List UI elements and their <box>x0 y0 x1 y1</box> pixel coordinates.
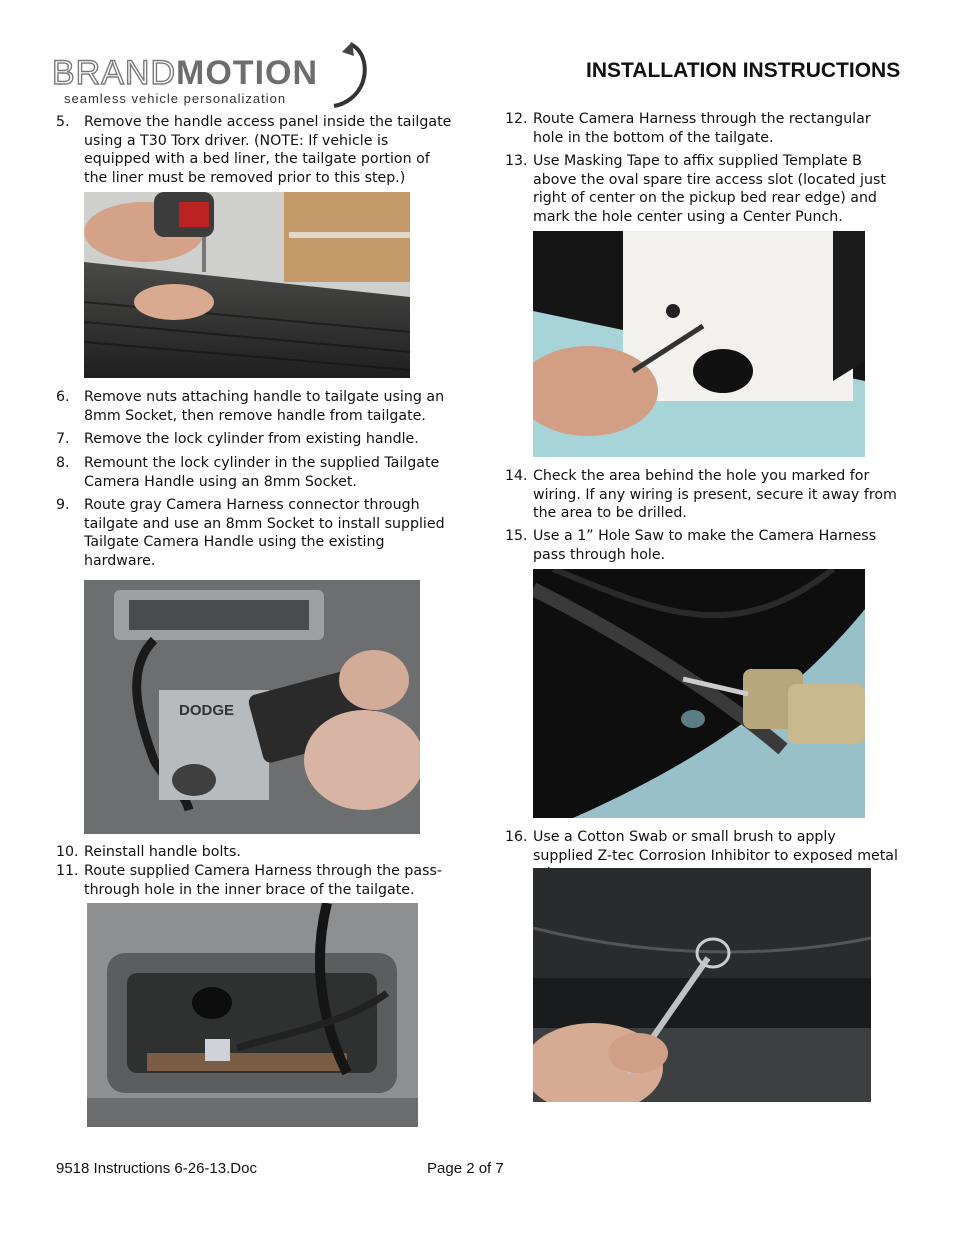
page-title: INSTALLATION INSTRUCTIONS <box>586 59 901 82</box>
logo-brand-dark: MOTION <box>176 54 319 92</box>
step-text: Route Camera Harness through the rectangular hole in the bottom of the tailgate. <box>533 111 871 146</box>
step-number: 5. <box>56 114 70 130</box>
step-11 <box>56 862 456 900</box>
step-text: Use a Cotton Swab or small brush to apply supplied Z-tec Corrosion Inhibitor to exposed metal <box>533 829 898 864</box>
footer-page-number: Page 2 of 7 <box>427 1160 504 1177</box>
step-15 <box>505 527 905 565</box>
step-number: 8. <box>56 455 70 471</box>
step-10 <box>56 843 456 862</box>
step-number: 9. <box>56 497 70 513</box>
step-number: 7. <box>56 431 70 447</box>
step-number: 12. <box>505 111 528 127</box>
photo-hole-saw-drill <box>533 569 865 818</box>
step-7 <box>56 430 456 449</box>
step-text: Route supplied Camera Harness through the pass-through hole in the inner brace of the tailgate. <box>84 863 443 898</box>
step-text: Use Masking Tape to affix supplied Template B above the oval spare tire access slot (located just right of center on the pickup bed rear edge) and mark the hole center using a Center Punch. <box>533 153 886 225</box>
step-text: Remount the lock cylinder in the supplied Tailgate Camera Handle using an 8mm Socket. <box>84 455 440 490</box>
step-12 <box>505 110 905 148</box>
step-9 <box>56 496 456 572</box>
step-13 <box>505 152 905 228</box>
step-number: 11. <box>56 863 79 879</box>
step-text: Remove the lock cylinder from existing handle. <box>84 431 419 447</box>
step-number: 10. <box>56 844 79 860</box>
step-text: Remove nuts attaching handle to tailgate using an 8mm Socket, then remove handle from tailgate. <box>84 389 445 424</box>
step-number: 16. <box>505 829 528 845</box>
photo-corrosion-inhibitor <box>533 868 871 1102</box>
step-text: Remove the handle access panel inside the tailgate using a T30 Torx driver. (NOTE: If vehicle is equipped with a bed liner, the tailgate portion of the liner must be removed prior to this step.) <box>84 114 452 186</box>
dodge-badge: DODGE <box>179 702 235 719</box>
step-text: Check the area behind the hole you marked for wiring. If any wiring is present, secure it away from the area to be drilled. <box>533 468 897 521</box>
step-text: Use a 1” Hole Saw to make the Camera Harness pass through hole. <box>533 528 877 563</box>
photo-camera-handle <box>84 580 420 834</box>
step-5 <box>56 113 456 189</box>
photo-torx-driver <box>84 192 410 378</box>
logo-tagline: seamless vehicle personalization <box>64 91 287 106</box>
logo-brand-light: BRAND <box>52 54 177 92</box>
step-8 <box>56 454 456 492</box>
step-text: Route gray Camera Harness connector through tailgate and use an 8mm Socket to install supplied Tailgate Camera Handle using the existing hardware. <box>84 497 445 569</box>
photo-template-punch <box>533 231 865 457</box>
step-number: 13. <box>505 153 528 169</box>
photo-harness-brace <box>87 903 418 1127</box>
step-number: 14. <box>505 468 528 484</box>
step-16 <box>505 828 905 866</box>
footer-doc-name: 9518 Instructions 6-26-13.Doc <box>56 1160 257 1177</box>
step-14 <box>505 467 905 523</box>
brandmotion-logo <box>52 40 372 110</box>
step-6 <box>56 388 456 426</box>
step-number: 15. <box>505 528 528 544</box>
step-text: Reinstall handle bolts. <box>84 844 241 860</box>
step-number: 6. <box>56 389 70 405</box>
